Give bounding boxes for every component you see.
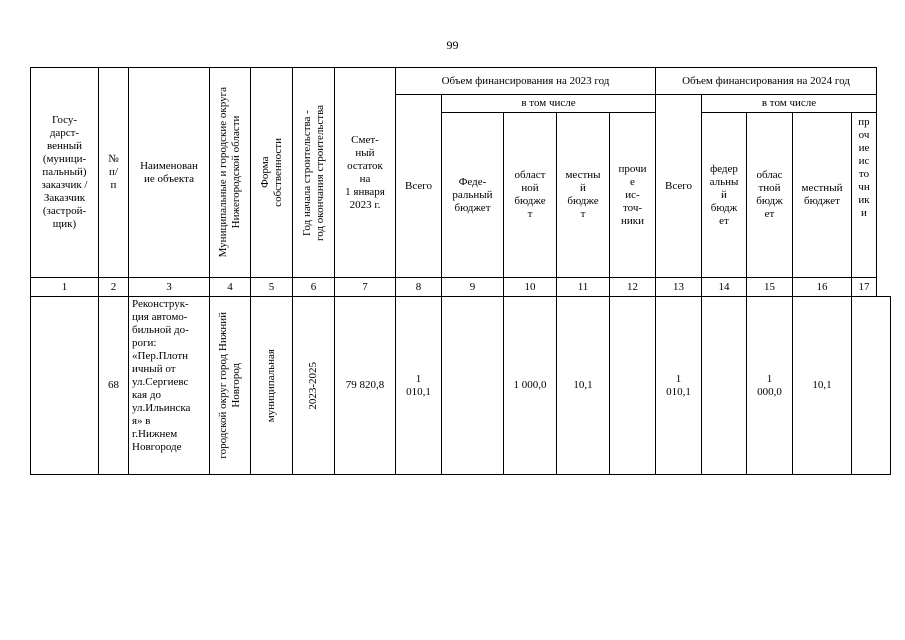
header-total-2024: Всего xyxy=(655,94,702,278)
row-regional-2023: 1 000,0 xyxy=(503,296,557,475)
col-num-4: 4 xyxy=(209,277,251,297)
header-incl-2023: в том числе xyxy=(441,94,656,113)
col-num-1: 1 xyxy=(30,277,99,297)
header-local-2023: местны й бюдже т xyxy=(556,112,610,278)
row-federal-2024 xyxy=(701,296,747,475)
row-total-2024: 1 010,1 xyxy=(655,296,702,475)
header-federal-2023: Феде- ральный бюджет xyxy=(441,112,504,278)
row-total-2023: 1 010,1 xyxy=(395,296,442,475)
col-num-12: 12 xyxy=(609,277,656,297)
row-federal-2023 xyxy=(441,296,504,475)
col-num-6: 6 xyxy=(292,277,335,297)
header-num: № п/ п xyxy=(98,67,129,278)
header-fin-2023: Объем финансирования на 2023 год xyxy=(395,67,656,95)
col-num-13: 13 xyxy=(655,277,702,297)
row-ownership: муниципальная xyxy=(250,296,293,475)
header-customer: Госу- дарст- венный (муници- пальный) заказчик / Заказчик (застрой- щик) xyxy=(30,67,99,278)
col-num-8: 8 xyxy=(395,277,442,297)
header-federal-2024: федер альны й бюдж ет xyxy=(701,112,747,278)
row-local-2024: 10,1 xyxy=(792,296,852,475)
col-num-15: 15 xyxy=(746,277,793,297)
header-total-2023: Всего xyxy=(395,94,442,278)
col-num-11: 11 xyxy=(556,277,610,297)
header-years: Год начала строительства - год окончания строительства xyxy=(292,67,335,278)
row-years: 2023-2025 xyxy=(292,296,335,475)
header-incl-2024: в том числе xyxy=(701,94,877,113)
col-num-3: 3 xyxy=(128,277,210,297)
header-name: Наименован ие объекта xyxy=(128,67,210,278)
header-other-2024: прочиеисточники xyxy=(851,112,877,278)
col-num-2: 2 xyxy=(98,277,129,297)
row-customer xyxy=(30,296,99,475)
row-other-2024 xyxy=(851,296,891,475)
col-num-5: 5 xyxy=(250,277,293,297)
financing-table xyxy=(30,67,877,475)
header-other-2023: прочи е ис- точ- ники xyxy=(609,112,656,278)
row-balance: 79 820,8 xyxy=(334,296,396,475)
col-num-9: 9 xyxy=(441,277,504,297)
header-regional-2023: област ной бюдже т xyxy=(503,112,557,278)
row-local-2023: 10,1 xyxy=(556,296,610,475)
col-num-7: 7 xyxy=(334,277,396,297)
row-municipality: городской округ город Нижний Новгород xyxy=(209,296,251,475)
header-balance: Смет- ный остаток на 1 января 2023 г. xyxy=(334,67,396,278)
row-regional-2024: 1 000,0 xyxy=(746,296,793,475)
col-num-14: 14 xyxy=(701,277,747,297)
page-number: 99 xyxy=(446,38,459,52)
header-fin-2024: Объем финансирования на 2024 год xyxy=(655,67,877,95)
row-other-2023 xyxy=(609,296,656,475)
row-name: Реконструк- ция автомо- бильной до- роги: «Пер.Плотн ичный от ул.Сергиевс кая до ул.Ильинска я» в г.Нижнем Новгороде xyxy=(128,296,210,475)
header-municipality: Муниципальные и городские округа Нижегородской области xyxy=(209,67,251,278)
header-regional-2024: облас тной бюдж ет xyxy=(746,112,793,278)
row-num: 68 xyxy=(98,296,129,475)
header-local-2024: местный бюджет xyxy=(792,112,852,278)
col-num-10: 10 xyxy=(503,277,557,297)
header-ownership: Форма собственности xyxy=(250,67,293,278)
col-num-16: 16 xyxy=(792,277,852,297)
col-num-17: 17 xyxy=(851,277,877,297)
